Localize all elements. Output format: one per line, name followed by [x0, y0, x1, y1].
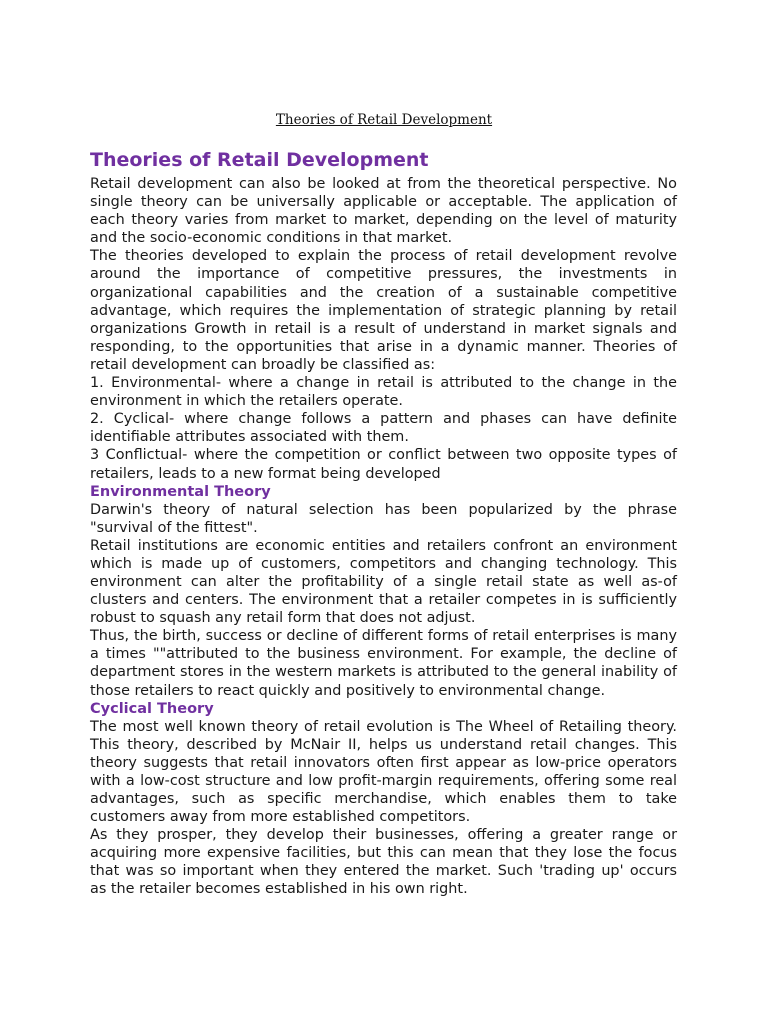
environmental-theory-heading: Environmental Theory [90, 483, 271, 500]
cyclical-paragraph: The most well known theory of retail evolution is The Wheel of Retailing theory. This theory, described by McNair II, helps us understand retail changes. This theory suggests that retail innovators often first appear as low-price operators with a low-cost structure and low profit-margin requirements, offering some real advantages, such as specific merchandise, which enables them to take customers away from more established competitors. [90, 718, 677, 826]
environmental-paragraph: Darwin's theory of natural selection has been popularized by the phrase "survival of the fittest". [90, 501, 677, 536]
environmental-paragraph: Retail institutions are economic entities and retailers confront an environment which is made up of customers, competitors and changing technology. This environment can alter the profitability of a single retail state as well as-of clusters and centers. The environment that a retailer competes in is sufficiently robust to squash any retail form that does not adjust. [90, 537, 677, 627]
intro-paragraph: Retail development can also be looked at from the theoretical perspective. No single theory can be universally applicable or acceptable. The application of each theory varies from market to market, depending on the level of maturity and the socio-economic conditions in that market. [90, 176, 677, 247]
document-body [90, 148, 677, 899]
classification-item-conflictual: 3 Conflictual- where the competition or conflict between two opposite types of retailers, leads to a new format being developed [90, 447, 677, 482]
classification-item-cyclical: 2. Cyclical- where change follows a pattern and phases can have definite identifiable attributes associated with them. [90, 411, 677, 446]
cyclical-paragraph: As they prosper, they develop their businesses, offering a greater range or acquiring more expensive facilities, but this can mean that they lose the focus that was so important when they entered the market. Such 'trading up' occurs as the retailer becomes established in his own right. [90, 827, 677, 898]
main-heading: Theories of Retail Development [90, 149, 429, 171]
classification-item-environmental: 1. Environmental- where a change in retail is attributed to the change in the environment in which the retailers operate. [90, 375, 677, 410]
environmental-paragraph: Thus, the birth, success or decline of different forms of retail enterprises is many a times ""attributed to the business environment. For example, the decline of department stores in the western markets is attributed to the general inability of those retailers to react quickly and positively to environmental change. [90, 628, 677, 699]
intro-paragraph: The theories developed to explain the process of retail development revolve around the importance of competitive pressures, the investments in organizational capabilities and the creation of a sustainable competitive advantage, which requires the implementation of strategic planning by retail organizations Growth in retail is a result of understand in market signals and responding, to the opportunities that arise in a dynamic manner. Theories of retail development can broadly be classified as: [90, 248, 677, 373]
page-header-title: Theories of Retail Development [275, 112, 493, 128]
cyclical-theory-heading: Cyclical Theory [90, 700, 214, 717]
